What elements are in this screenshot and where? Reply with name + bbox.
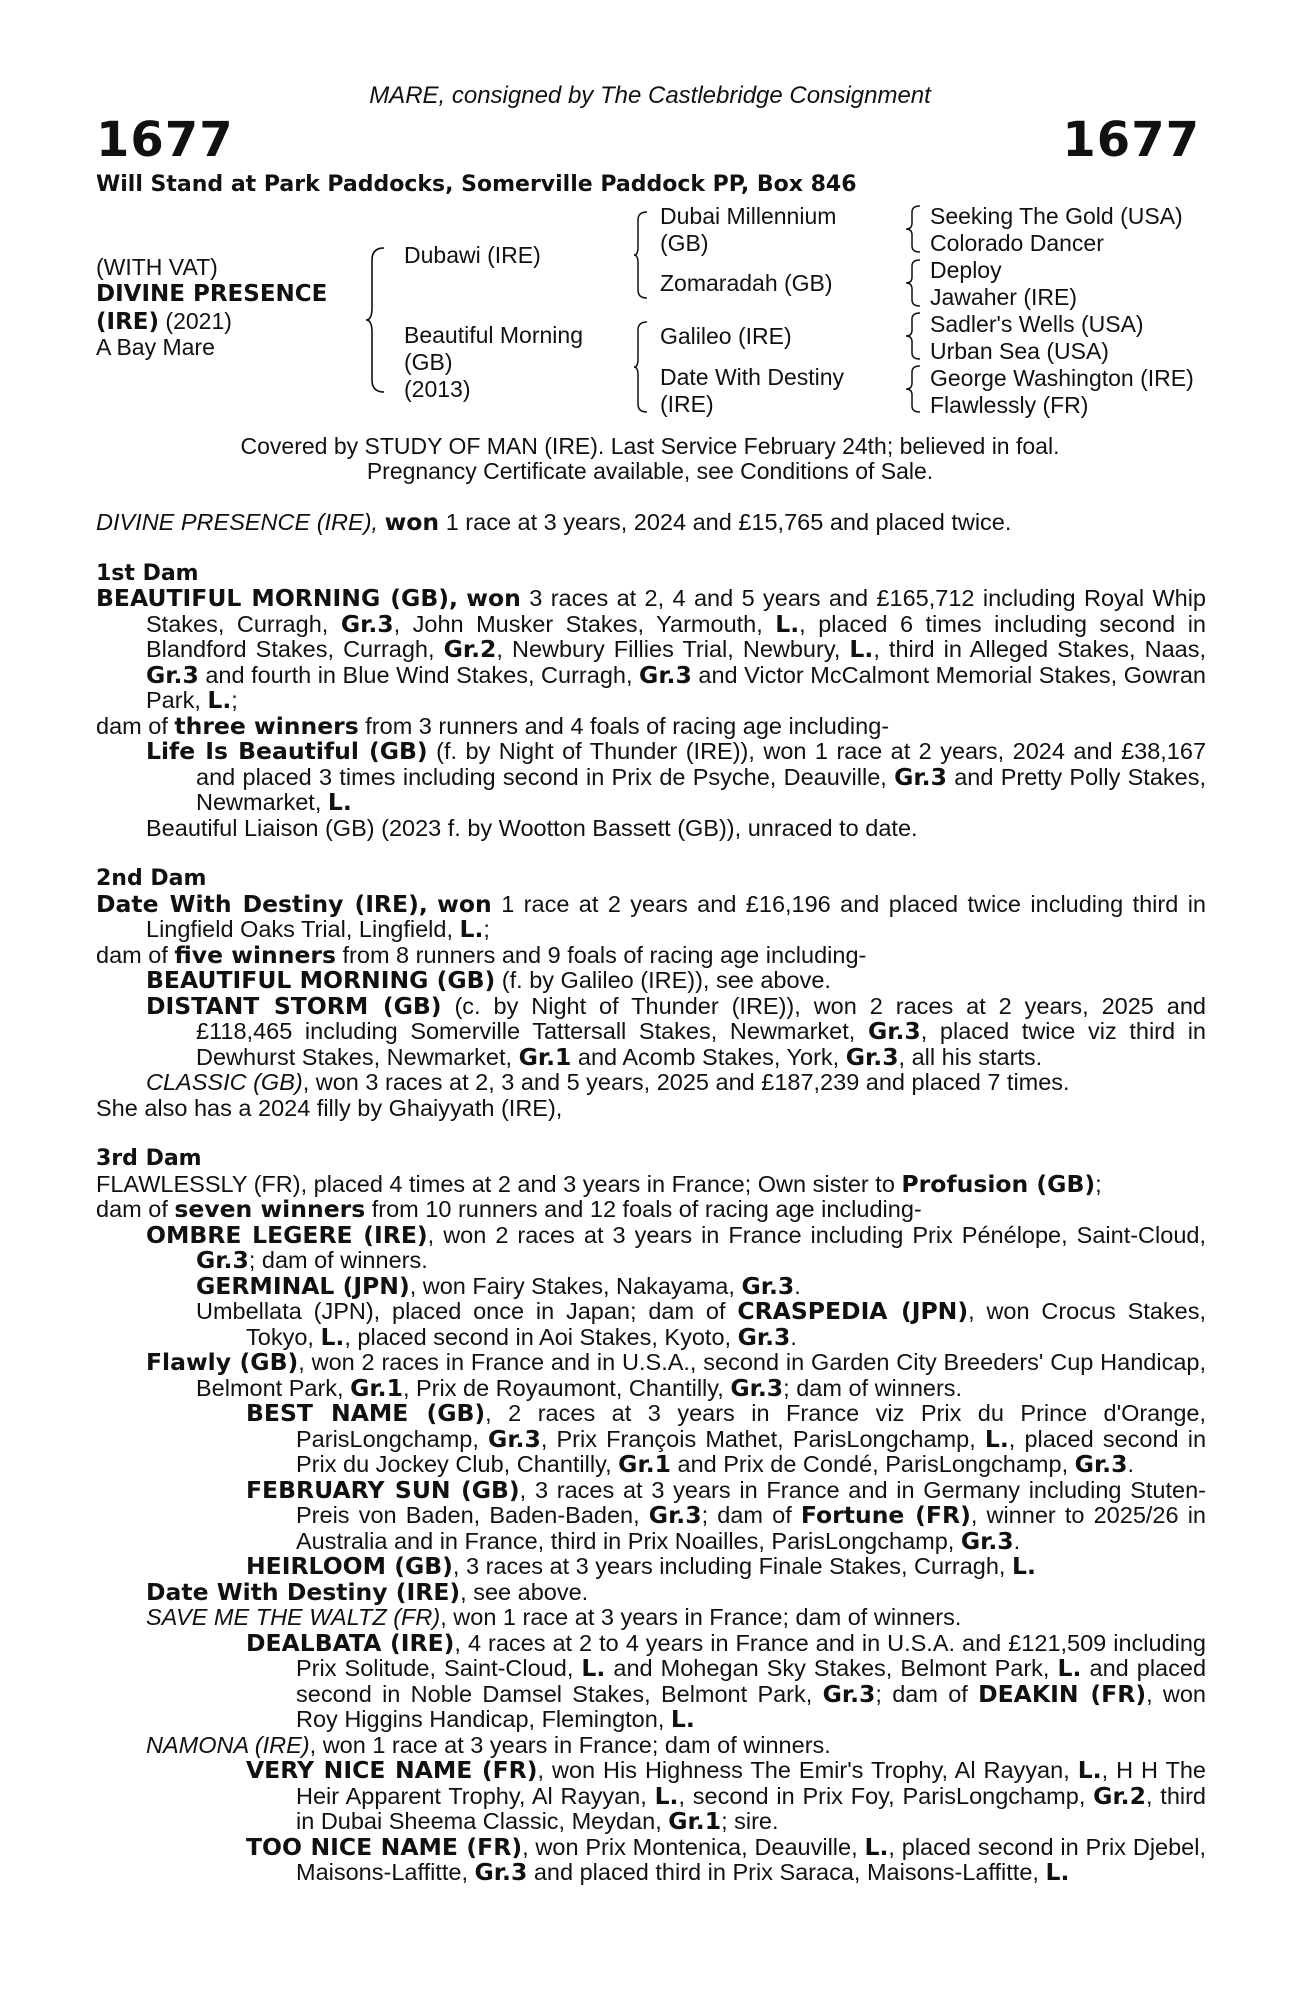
dd-dam: Flawlessly (FR) <box>930 392 1089 418</box>
offspring-entry <box>96 1070 1206 1096</box>
record-text: . <box>1127 1451 1134 1477</box>
offspring-name: VERY NICE NAME (FR) <box>246 1756 538 1784</box>
third-dam-record <box>96 1169 1206 1198</box>
record-text: and fourth in Blue Wind Stakes, Curragh, <box>205 661 633 688</box>
offspring-entry <box>96 1299 1206 1350</box>
second-dam-record <box>96 889 1207 943</box>
grade-label: Gr.3 <box>737 1322 791 1351</box>
record-text: ; sire. <box>721 1808 779 1834</box>
grade-label: Gr.3 <box>488 1424 541 1453</box>
offspring-name: CLASSIC (GB) <box>146 1069 303 1095</box>
listed-label: L. <box>320 1322 345 1351</box>
consignor-line: MARE, consigned by The Castlebridge Consignment <box>369 82 931 109</box>
offspring-name: GERMINAL (JPN) <box>196 1271 410 1300</box>
grade-label: Gr.1 <box>350 1373 403 1402</box>
listed-label: L. <box>1057 1654 1082 1682</box>
sire-dam: Zomaradah (GB) <box>660 270 833 296</box>
record-text: , 4 races at 2 to 4 years in France and in U.S.A. and £121,509 including Prix Solitude, Saint-Cloud, <box>296 1629 1207 1681</box>
record-text: , won Fairy Stakes, Nakayama, <box>409 1272 735 1299</box>
grade-label: Gr.3 <box>340 609 394 638</box>
record-text: , 3 races at 3 years in France and in Germany including Stuten-Preis von Baden, Baden-Baden, <box>296 1476 1206 1528</box>
pedigree-brace-sd <box>906 258 924 308</box>
winners-count: three winners <box>174 711 359 740</box>
offspring-name: DEALBATA (IRE) <box>246 1628 455 1657</box>
record-text: , all his starts. <box>898 1043 1043 1070</box>
first-dam-name: BEAUTIFUL MORNING (GB), <box>96 584 458 612</box>
produce-summary: from 3 runners and 4 foals of racing age including- <box>365 712 890 739</box>
record-text: , 3 races at 3 years including Finale Stakes, Curragh, <box>452 1553 1006 1579</box>
record-text: , won 1 race at 3 years in France; dam of winners. <box>440 1604 962 1630</box>
grade-label: Gr.3 <box>822 1679 876 1708</box>
listed-label: L. <box>327 788 352 816</box>
record-text: Umbellata (JPN), placed once in Japan; dam of <box>196 1298 726 1324</box>
offspring-entry <box>96 1628 1207 1733</box>
listed-label: L. <box>207 686 232 714</box>
record-text: , placed twice viz third in Dewhurst Stakes, Newmarket, <box>196 1018 1207 1070</box>
covered-line-2: Pregnancy Certificate available, see Conditions of Sale. <box>366 458 934 484</box>
intro-horse-name: DIVINE PRESENCE (IRE), <box>96 509 379 535</box>
winners-count: seven winners <box>174 1195 366 1223</box>
record-text: 3 races at 2, 4 and 5 years and £165,712 including Royal Whip Stakes, Curragh, <box>146 585 1207 637</box>
pedigree-brace-dd <box>906 364 924 414</box>
intro-record: 1 race at 3 years, 2024 and £15,765 and placed twice. <box>445 509 1012 535</box>
offspring-entry <box>96 1832 1207 1886</box>
horse-suffix: (IRE) <box>96 309 160 335</box>
pedigree-brace-sire <box>634 210 650 300</box>
pedigree-brace-dam <box>634 320 650 414</box>
dam-dam-line1: Date With Destiny <box>660 364 845 390</box>
lot-number-left: 1677 <box>96 112 234 168</box>
offspring-entry <box>96 968 1206 994</box>
grade-label: Gr.3 <box>1074 1450 1128 1478</box>
pedigree-brace-ds <box>906 311 924 361</box>
record-text: , Prix de Royaumont, Chantilly, <box>402 1374 724 1401</box>
listed-label: L. <box>864 1832 889 1861</box>
offspring-entry <box>96 1577 1206 1606</box>
grade-label: Gr.1 <box>668 1807 722 1835</box>
record-text: , placed second in Prix du Jockey Club, Chantilly, <box>296 1425 1207 1477</box>
offspring-name: BEAUTIFUL MORNING (GB) <box>146 966 496 994</box>
record-text: . <box>1013 1527 1021 1554</box>
grade-label: Gr.1 <box>618 1450 671 1478</box>
listed-label: L. <box>775 609 800 638</box>
offspring-entry: Beautiful Liaison (GB) (2023 f. by Wootton Bassett (GB)), unraced to date. <box>146 814 918 841</box>
sd-sire: Deploy <box>930 257 1002 283</box>
ds-dam: Urban Sea (USA) <box>930 338 1109 364</box>
grade-label: Gr.3 <box>741 1271 795 1300</box>
listed-label: L. <box>581 1654 606 1682</box>
dam-of-label: dam of <box>96 1196 168 1222</box>
record-text: ; <box>231 687 238 713</box>
first-dam-heading: 1st Dam <box>96 560 199 586</box>
offspring-entry <box>96 1554 1206 1580</box>
offspring-entry <box>96 991 1207 1071</box>
record-text: . <box>794 1272 801 1299</box>
record-text: , won Crocus Stakes, Tokyo, <box>246 1298 1207 1350</box>
covered-line-1: Covered by STUDY OF MAN (IRE). Last Service February 24th; believed in foal. <box>240 433 1060 459</box>
offspring-entry <box>96 1401 1206 1478</box>
grade-label: Gr.3 <box>730 1373 784 1402</box>
record-text: , placed second in Aoi Stakes, Kyoto, <box>344 1323 732 1350</box>
second-dam-name: Date With Destiny (IRE), <box>96 889 428 918</box>
third-dam-produce <box>96 1197 1206 1223</box>
dd-sire: George Washington (IRE) <box>930 365 1194 391</box>
also-note: She also has a 2024 filly by Ghaiyyath (IRE), <box>96 1094 563 1121</box>
listed-label: L. <box>1011 1552 1036 1580</box>
grade-label: Gr.1 <box>518 1042 572 1071</box>
sire-sire-line1: Dubai Millennium <box>660 203 837 229</box>
listed-label: L. <box>849 635 874 663</box>
record-text: , won Roy Higgins Handicap, Flemington, <box>296 1680 1207 1732</box>
offspring-name: OMBRE LEGERE (IRE) <box>146 1220 428 1249</box>
grade-label: Gr.3 <box>648 1501 702 1529</box>
horse-name: DIVINE PRESENCE <box>96 281 328 307</box>
grade-label: Gr.3 <box>474 1858 528 1886</box>
offspring-name: FEBRUARY SUN (GB) <box>246 1475 520 1504</box>
grade-label: Gr.3 <box>894 762 947 791</box>
record-text: , won 3 races at 2, 3 and 5 years, 2025 and £187,239 and placed 7 times. <box>302 1069 1070 1095</box>
third-dam-heading: 3rd Dam <box>96 1146 202 1171</box>
produce-summary: from 8 runners and 9 foals of racing age including- <box>342 941 867 968</box>
record-text: (f. by Galileo (IRE)), see above. <box>501 967 831 993</box>
first-dam-record <box>96 586 1206 714</box>
lot-number-right: 1677 <box>1062 112 1200 168</box>
pedigree-brace-main <box>366 246 388 394</box>
record-text: , John Musker Stakes, Yarmouth, <box>393 610 763 637</box>
grade-label: Gr.2 <box>443 635 497 663</box>
record-text: (c. by Night of Thunder (IRE)), won 2 races at 2 years, 2025 and £118,465 including Somerville Tattersall Stakes, Newmarket, <box>196 992 1206 1044</box>
offspring-name: SAVE ME THE WALTZ (FR) <box>146 1604 441 1630</box>
record-text: , third in Dubai Sheema Classic, Meydan, <box>296 1782 1207 1834</box>
won-label: won <box>384 508 440 536</box>
grade-label: Gr.3 <box>960 1526 1014 1555</box>
horse-origin-year <box>96 308 232 335</box>
record-text: , won 2 races in France and in U.S.A., second in Garden City Breeders' Cup Handicap, Belmont Park, <box>196 1349 1207 1401</box>
offspring-name: TOO NICE NAME (FR) <box>246 1832 523 1861</box>
listed-label: L. <box>459 915 484 943</box>
grade-label: Gr.2 <box>1093 1781 1146 1810</box>
record-text: and placed second in Noble Damsel Stakes, Belmont Park, <box>296 1655 1207 1707</box>
offspring-entry <box>96 1220 1206 1274</box>
record-text: and Mohegan Sky Stakes, Belmont Park, <box>613 1655 1050 1681</box>
record-text: . <box>790 1323 797 1350</box>
ss-dam: Colorado Dancer <box>930 230 1104 256</box>
dam-name-line3: (2013) <box>404 376 471 402</box>
offspring-name: Date With Destiny (IRE) <box>146 1577 461 1606</box>
dam-name-line2: (GB) <box>404 349 453 375</box>
record-text: (f. by Night of Thunder (IRE)), won 1 race at 2 years, 2024 and £38,167 and placed 3 times including second in Prix de Psyche, Deauville, <box>196 738 1207 790</box>
record-text: FLAWLESSLY (FR), placed 4 times at 2 and 3 years in France; Own sister to <box>96 1170 895 1197</box>
stand-location: Will Stand at Park Paddocks, Somerville Paddock PP, Box 846 <box>96 172 857 197</box>
record-text: , H H The Heir Apparent Trophy, Al Rayyan, <box>296 1757 1206 1809</box>
record-text: 1 race at 2 years and £16,196 and placed twice including third in Lingfield Oaks Trial, Lingfield, <box>146 890 1207 942</box>
produce-summary: from 10 runners and 12 foals of racing age including- <box>371 1196 922 1222</box>
pedigree-brace-ss <box>906 204 924 254</box>
record-text: , won Prix Montenica, Deauville, <box>522 1833 858 1860</box>
offspring-entry <box>96 1758 1206 1835</box>
offspring-entry <box>96 1475 1207 1555</box>
listed-label: L. <box>670 1705 695 1733</box>
listed-label: L. <box>1045 1858 1070 1886</box>
dam-of-label: dam of <box>96 941 168 968</box>
horse-year: (2021) <box>165 308 232 334</box>
grade-label: Gr.3 <box>146 660 199 689</box>
offspring-name: Flawly (GB) <box>146 1348 299 1376</box>
record-text: ; dam of winners. <box>783 1374 963 1401</box>
listed-label: L. <box>1077 1756 1102 1784</box>
record-text: , third in Alleged Stakes, Naas, <box>873 636 1206 662</box>
offspring-name: NAMONA (IRE) <box>146 1731 310 1758</box>
offspring-entry <box>96 1271 1206 1300</box>
record-text: , winner to 2025/26 in Australia and in France, third in Prix Noailles, ParisLongchamp, <box>296 1502 1207 1554</box>
record-text: , placed 6 times including second in Blandford Stakes, Curragh, <box>146 610 1206 662</box>
record-text: ; <box>483 916 490 942</box>
ss-sire: Seeking The Gold (USA) <box>930 203 1183 229</box>
dam-dam-line2: (IRE) <box>660 391 714 417</box>
sire-sire-line2: (GB) <box>660 230 709 256</box>
offspring-name: Fortune (FR) <box>800 1501 971 1529</box>
record-text: ; <box>1095 1170 1102 1197</box>
record-text: and Prix de Condé, ParisLongchamp, <box>677 1451 1069 1477</box>
sibling-name: Profusion (GB) <box>901 1169 1096 1198</box>
record-text: ; dam of <box>701 1502 792 1528</box>
dam-sire: Galileo (IRE) <box>660 323 792 349</box>
listed-label: L. <box>984 1424 1009 1453</box>
offspring-entry <box>96 739 1206 816</box>
second-dam-produce <box>96 940 1206 969</box>
winners-count: five winners <box>174 940 336 969</box>
offspring-name: CRASPEDIA (JPN) <box>737 1297 969 1325</box>
record-text: , see above. <box>460 1578 589 1605</box>
horse-description: A Bay Mare <box>96 334 215 360</box>
record-text: , placed second in Prix Djebel, Maisons-Laffitte, <box>296 1833 1207 1885</box>
record-text: and Pretty Polly Stakes, Newmarket, <box>196 763 1207 815</box>
record-text: , second in Prix Foy, ParisLongchamp, <box>678 1782 1086 1809</box>
offspring-entry <box>96 1350 1206 1401</box>
record-text: and Acomb Stakes, York, <box>577 1043 840 1070</box>
listed-label: L. <box>654 1781 679 1810</box>
record-text: ; dam of winners. <box>248 1247 428 1273</box>
record-text: ; dam of <box>875 1680 968 1707</box>
offspring-name: DISTANT STORM (GB) <box>146 991 442 1020</box>
offspring-name: DEAKIN (FR) <box>978 1679 1147 1708</box>
first-dam-produce <box>96 711 1206 740</box>
grade-label: Gr.3 <box>639 660 692 689</box>
sd-dam: Jawaher (IRE) <box>930 284 1077 310</box>
record-text: , won 1 race at 3 years in France; dam of winners. <box>309 1731 831 1758</box>
grade-label: Gr.3 <box>845 1042 899 1071</box>
offspring-entry <box>96 1605 1206 1631</box>
second-dam-heading: 2nd Dam <box>96 866 207 891</box>
offspring-name: Life Is Beautiful (GB) <box>146 737 428 765</box>
won-label: won <box>437 889 492 918</box>
body-text <box>96 510 1206 1886</box>
record-text: , 2 races at 3 years in France viz Prix du Prince d'Orange, ParisLongchamp, <box>296 1400 1206 1452</box>
record-text: and Victor McCalmont Memorial Stakes, Gowran Park, <box>146 661 1206 713</box>
offspring-name: HEIRLOOM (GB) <box>246 1552 453 1580</box>
record-text: and placed third in Prix Saraca, Maisons-Laffitte, <box>533 1859 1039 1885</box>
record-text: , won His Highness The Emir's Trophy, Al Rayyan, <box>537 1757 1070 1783</box>
ds-sire: Sadler's Wells (USA) <box>930 311 1144 337</box>
dam-name-line1: Beautiful Morning <box>404 322 583 348</box>
dam-of-label: dam of <box>96 712 168 739</box>
record-text: , Prix François Mathet, ParisLongchamp, <box>540 1425 976 1452</box>
sire-name: Dubawi (IRE) <box>404 242 541 268</box>
offspring-entry <box>96 1733 1206 1759</box>
offspring-name: BEST NAME (GB) <box>246 1399 486 1427</box>
intro-paragraph <box>96 510 1206 536</box>
record-text: , Newbury Fillies Trial, Newbury, <box>496 636 841 662</box>
vat-note: (WITH VAT) <box>96 254 218 280</box>
record-text: , won 2 races at 3 years in France including Prix Pénélope, Saint-Cloud, <box>427 1221 1206 1248</box>
grade-label: Gr.3 <box>867 1017 921 1045</box>
won-label: won <box>466 584 521 612</box>
grade-label: Gr.3 <box>196 1246 249 1274</box>
